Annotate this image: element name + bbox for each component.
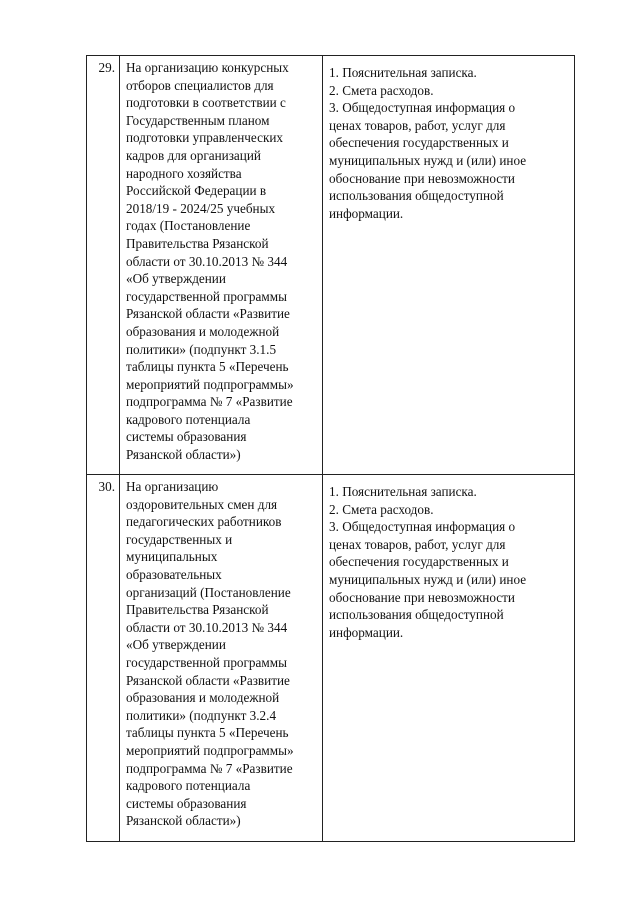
description-line: Правительства Рязанской [126,602,269,618]
document-line: 2. Смета расходов. [329,82,434,98]
description-line: таблицы пункта 5 «Перечень [126,725,289,741]
description-line: области от 30.10.2013 № 344 [126,253,288,269]
description-line: 2018/19 - 2024/25 учебных [126,200,276,216]
document-line: обоснование при невозможности [329,589,515,605]
table-row [87,56,575,475]
description-line: педагогических работников [126,514,282,530]
description-line: годах (Постановление [126,218,251,234]
description-line: На организацию конкурсных [126,60,289,75]
description-line: Правительства Рязанской [126,235,269,251]
document-line: ценах товаров, работ, услуг для [329,536,506,552]
document-line: информации. [329,624,404,640]
description-line: кадрового потенциала [126,778,251,794]
document-line: 3. Общедоступная информация о [329,519,516,535]
description-line: образовательных [126,566,222,582]
description-line: На организацию [126,479,219,494]
description-line: образования и молодежной [126,690,280,706]
document-line: информации. [329,205,404,221]
description-line: муниципальных [126,549,218,565]
table-row [87,475,575,842]
document-line: обеспечения государственных и [329,135,509,151]
description-line: государственной программы [126,288,287,304]
required-documents [323,475,575,842]
description-line: мероприятий подпрограммы» [126,376,294,392]
description-line: кадров для организаций [126,147,261,163]
expense-description [120,56,323,475]
description-line: образования и молодежной [126,323,280,339]
document-line: использования общедоступной [329,188,504,204]
description-line: политики» (подпункт 3.2.4 [126,707,277,723]
description-line: политики» (подпункт 3.1.5 [126,341,277,357]
description-line: «Об утверждении [126,637,226,653]
description-line: системы образования [126,429,247,445]
description-line: подготовки в соответствии с [126,95,286,111]
description-line: Российской Федерации в [126,183,267,199]
document-line: муниципальных нужд и (или) иное [329,152,527,168]
description-line: Рязанской области «Развитие [126,672,290,688]
description-line: государственных и [126,531,233,547]
description-line: «Об утверждении [126,271,226,287]
documents-table [86,55,575,842]
description-line: Государственным планом [126,112,270,128]
row-number: 29. [87,56,120,475]
document-line: 1. Пояснительная записка. [329,65,477,80]
document-line: обеспечения государственных и [329,554,509,570]
description-line: народного хозяйства [126,165,242,181]
description-line: мероприятий подпрограммы» [126,742,294,758]
document-line: муниципальных нужд и (или) иное [329,571,527,587]
document-line: ценах товаров, работ, услуг для [329,117,506,133]
description-line: Рязанской области «Развитие [126,306,290,322]
description-line: отборов специалистов для [126,77,274,93]
description-line: подпрограмма № 7 «Развитие [126,760,293,776]
description-line: области от 30.10.2013 № 344 [126,619,288,635]
description-line: государственной программы [126,654,287,670]
description-line: оздоровительных смен для [126,496,278,512]
document-line: 1. Пояснительная записка. [329,484,477,499]
description-line: системы образования [126,795,247,811]
document-line: обоснование при невозможности [329,170,515,186]
document-line: 3. Общедоступная информация о [329,100,516,116]
description-line: организаций (Постановление [126,584,291,600]
description-line: Рязанской области») [126,447,241,463]
document-line: 2. Смета расходов. [329,501,434,517]
description-line: подготовки управленческих [126,130,284,146]
document-line: использования общедоступной [329,607,504,623]
expense-description [120,475,323,842]
description-line: Рязанской области») [126,813,241,829]
row-number: 30. [87,475,120,842]
description-line: кадрового потенциала [126,411,251,427]
description-line: таблицы пункта 5 «Перечень [126,359,289,375]
required-documents [323,56,575,475]
description-line: подпрограмма № 7 «Развитие [126,394,293,410]
